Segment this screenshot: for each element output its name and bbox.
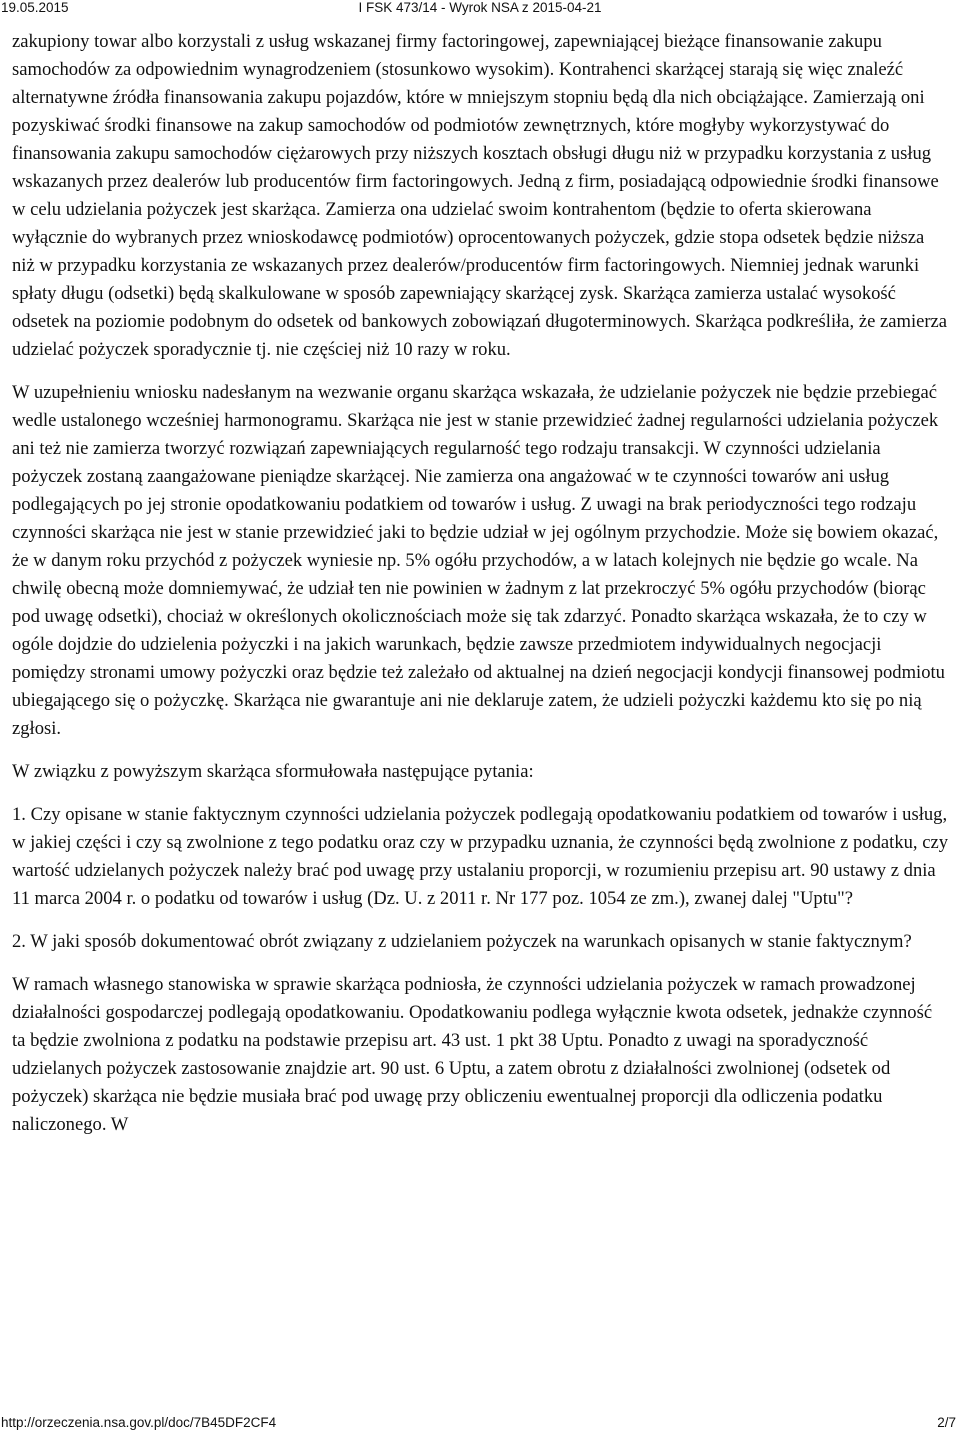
document-title: I FSK 473/14 - Wyrok NSA z 2015-04-21 — [358, 0, 602, 15]
question-2: 2. W jaki sposób dokumentować obrót związany z udzielaniem pożyczek na warunkach opisanych w stanie faktycznym? — [12, 931, 912, 952]
question-1: 1. Czy opisane w stanie faktycznym czynności udzielania pożyczek podlegają opodatkowaniu podatkiem od towarów i usług, w jakiej części i czy są zwolnione z tego podatku oraz czy w przypadku uznania, że czynności będą zwolnione z podatku, czy wartość udzielanych pożyczek należy brać pod uwagę przy ustalaniu proporcji, w rozumieniu przepisu art. 90 ustawy z dnia 11 marca 2004 r. o podatku od towarów i usług (Dz. U. z 2011 r. Nr 177 poz. 1054 ze zm.), zwanej dalej "Uptu"? — [12, 804, 949, 909]
document-body — [12, 28, 950, 1154]
page-number: 2/7 — [937, 1415, 956, 1430]
paragraph-loan-plan: zakupiony towar albo korzystali z usług wskazanej firmy factoringowej, zapewniającej bieżące finansowanie zakupu samochodów za odpowiednim wynagrodzeniem (stosunkowo wysokim). Kontrahenci skarżącej starają się więc znaleźć alternatywne źródła finansowania zakupu pojazdów, które w mniejszym stopniu będą dla nich obciążające. Zamierzają oni pozyskiwać środki finansowe na zakup samochodów od podmiotów zewnętrznych, które mogłyby wykorzystywać do finansowania zakupu samochodów ciężarowych przy niższych kosztach obsługi długu niż w przypadku korzystania z usług wskazanych przez dealerów lub producentów firm factoringowych. Jedną z firm, posiadającą odpowiednie środki finansowe w celu udzielania pożyczek jest skarżąca. Zamierza ona udzielać swoim kontrahentom (będzie to oferta skierowana wyłącznie do wybranych przez wnioskodawcę podmiotów) oprocentowanych pożyczek, gdzie stopa odsetek będzie niższa niż w przypadku korzystania ze wskazanych przez dealerów/producentów firm factoringowych. Niemniej jednak warunki spłaty długu (odsetki) będą skalkulowane w sposób zapewniający skarżącej zysk. Skarżąca zamierza ustalać wysokość odsetek na poziomie podobnym do odsetek od bankowych zobowiązań długoterminowych. Skarżąca podkreśliła, że zamierza udzielać pożyczek sporadycznie tj. nie częściej niż 10 razy w roku. — [12, 31, 948, 360]
page-footer — [0, 1415, 960, 1433]
page-header — [0, 0, 960, 18]
print-date: 19.05.2015 — [1, 0, 69, 15]
paragraph-position: W ramach własnego stanowiska w sprawie skarżąca podniosła, że czynności udzielania pożyczek w ramach prowadzonej działalności gospodarczej podlegają opodatkowaniu. Opodatkowaniu podlega wyłącznie kwota odsetek, jednakże czynność ta będzie zwolniona z podatku na podstawie przepisu art. 43 ust. 1 pkt 38 Uptu. Ponadto z uwagi na sporadyczność udzielanych pożyczek zastosowanie znajdzie art. 90 ust. 6 Uptu, a zatem obrotu z działalności zwolnionej (odsetek od pożyczek) skarżąca nie będzie musiała brać pod uwagę przy obliczeniu ewentualnej proporcji dla odliczenia podatku naliczonego. W — [12, 974, 933, 1135]
paragraph-supplement: W uzupełnieniu wniosku nadesłanym na wezwanie organu skarżąca wskazała, że udzielanie pożyczek nie będzie przebiegać wedle ustalonego wcześniej harmonogramu. Skarżąca nie jest w stanie przewidzieć żadnej regularności udzielania pożyczek ani też nie zamierza tworzyć rozwiązań zapewniających regularność tego rodzaju transakcji. W czynności udzielania pożyczek zostaną zaangażowane pieniądze skarżącej. Nie zamierza ona angażować w te czynności towarów ani usług podlegających po jej stronie opodatkowaniu podatkiem od towarów i usług. Z uwagi na brak periodyczności tego rodzaju czynności skarżąca nie jest w stanie przewidzieć jaki to będzie udział w jej ogólnym przychodzie. Może się bowiem okazać, że w danym roku przychód z pożyczek wyniesie np. 5% ogółu przychodów, a w latach kolejnych nie będzie go wcale. Na chwilę obecną może domniemywać, że udział ten nie powinien w żadnym z lat przekroczyć 5% ogółu przychodów (biorąc pod uwagę odsetki), chociaż w określonych okolicznościach może się tak zdarzyć. Ponadto skarżąca wskazała, że to czy w ogóle dojdzie do udzielenia pożyczki i na jakich warunkach, będzie zawsze przedmiotem indywidualnych negocjacji pomiędzy stronami umowy pożyczki oraz będzie też zależało od aktualnej na dzień negocjacji kondycji finansowej podmiotu ubiegającego się o pożyczkę. Skarżąca nie gwarantuje ani nie deklaruje zatem, że udzieli pożyczki każdemu kto się po nią zgłosi. — [12, 382, 945, 739]
source-url[interactable]: http://orzeczenia.nsa.gov.pl/doc/7B45DF2CF4 — [1, 1415, 277, 1430]
paragraph-questions-intro: W związku z powyższym skarżąca sformułowała następujące pytania: — [12, 761, 534, 782]
